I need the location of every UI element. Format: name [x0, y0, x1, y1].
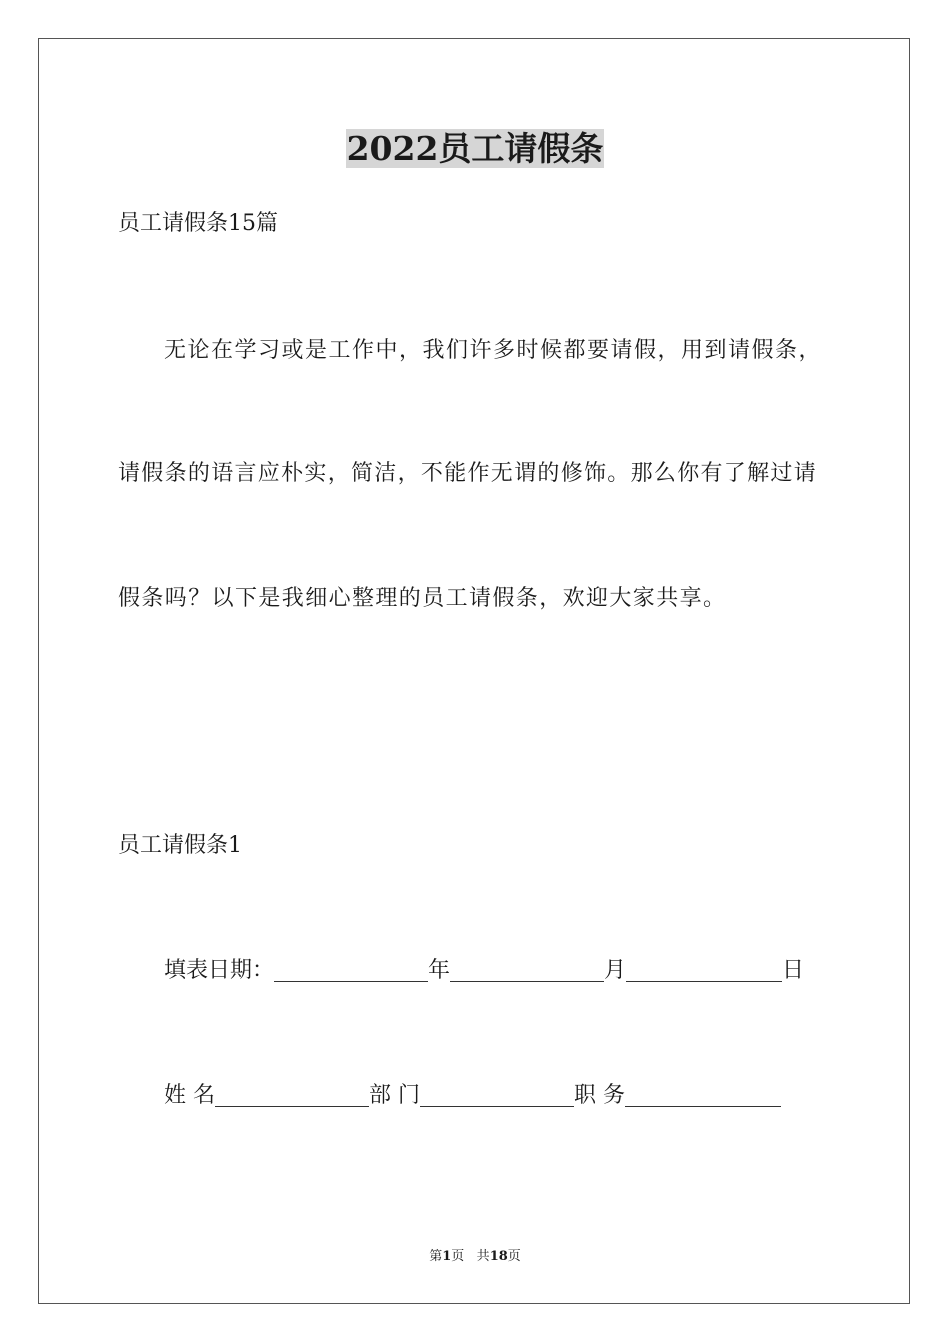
position-label: 职 务: [574, 1083, 625, 1108]
document-title: [0, 128, 950, 170]
intro-line-2: 请假条的语言应朴实，简洁，不能作无谓的修饰。那么你有了解过请: [118, 461, 818, 486]
footer-total-pages: 18: [489, 1249, 508, 1264]
footer-page-suffix: 页: [451, 1249, 465, 1264]
day-label: 日: [782, 958, 805, 983]
year-blank: [274, 959, 428, 982]
intro-line-3: 假条吗？以下是我细心整理的员工请假条，欢迎大家共享。: [118, 586, 727, 611]
footer-page-prefix: 第: [429, 1249, 443, 1264]
document-subtitle: 员工请假条15篇: [118, 211, 278, 236]
footer-page-number: 1: [442, 1249, 452, 1264]
position-blank: [625, 1084, 781, 1107]
day-blank: [626, 959, 782, 982]
section-heading: 员工请假条1: [118, 833, 242, 858]
info-form-row: [164, 1081, 781, 1111]
name-label: 姓 名: [164, 1083, 215, 1108]
date-label: 填表日期：: [164, 958, 275, 983]
footer-total-prefix: 共: [476, 1249, 490, 1264]
name-blank: [215, 1084, 369, 1107]
page-footer: [0, 1248, 950, 1266]
department-blank: [420, 1084, 574, 1107]
document-title-text: 2022员工请假条: [346, 129, 604, 168]
year-label: 年: [428, 958, 451, 983]
month-blank: [450, 959, 604, 982]
date-form-row: [164, 956, 804, 986]
footer-total-suffix: 页: [507, 1249, 521, 1264]
intro-line-1: 无论在学习或是工作中，我们许多时候都要请假，用到请假条，: [164, 338, 823, 363]
month-label: 月: [604, 958, 627, 983]
department-label: 部 门: [369, 1083, 420, 1108]
